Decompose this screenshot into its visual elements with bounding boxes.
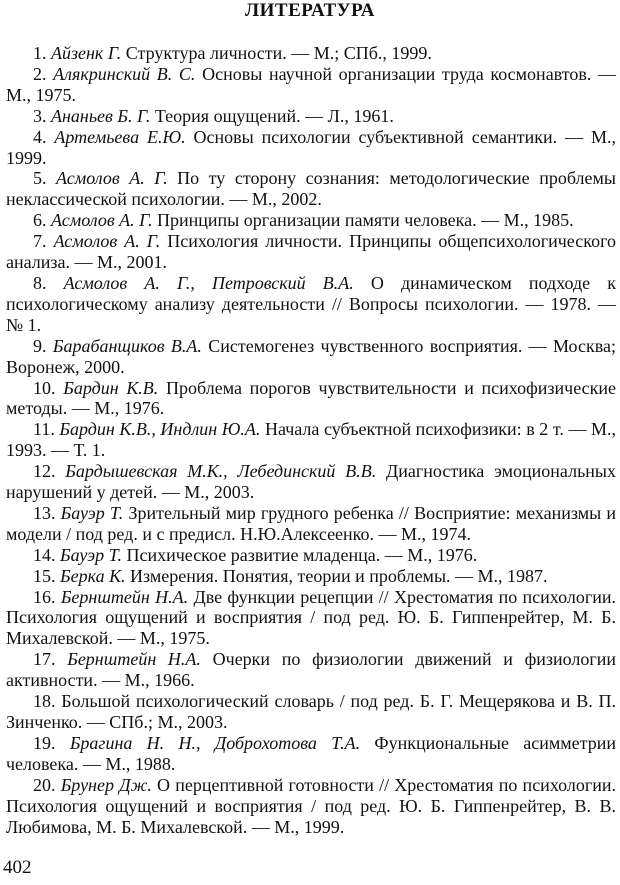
ref-text: Большой психологический словарь / под ред. Б. Г. Мещерякова и В. П. Зинченко. — СПб.; М., 2003.	[6, 691, 616, 732]
ref-number: 9.	[33, 335, 47, 356]
ref-author: Асмолов А. Г.	[53, 231, 161, 252]
ref-number: 6.	[33, 210, 47, 231]
list-item	[6, 106, 616, 127]
ref-text: По ту сторону сознания: методологические проблемы неклассической психологии. — М., 2002.	[6, 168, 616, 210]
ref-text: Теория ощущений. — Л., 1961.	[154, 105, 394, 126]
list-item	[6, 336, 616, 378]
list-item	[6, 419, 616, 461]
ref-number: 13.	[33, 502, 56, 523]
list-item	[6, 566, 616, 587]
list-item	[6, 231, 616, 273]
list-item	[6, 461, 616, 503]
ref-text: Психология личности. Принципы общепсихологического анализа. — М., 2001.	[6, 231, 616, 273]
list-item	[6, 733, 616, 775]
ref-number: 7.	[33, 231, 47, 252]
list-item	[6, 503, 616, 545]
ref-author: Асмолов А. Г.	[56, 168, 168, 189]
ref-author: Асмолов А. Г.	[51, 210, 153, 231]
list-item	[6, 127, 616, 169]
ref-text: Структура личности. — М.; СПб., 1999.	[125, 43, 432, 63]
ref-author: Алякринский В. С.	[53, 63, 196, 84]
ref-text: Диагностика эмоциональных нарушений у детей. — М., 2003.	[6, 461, 616, 503]
ref-author: Берка К.	[60, 565, 126, 586]
list-item	[6, 691, 616, 733]
ref-author: Бернштейн Н.А.	[67, 649, 201, 670]
ref-text: Измерения. Понятия, теории и проблемы. — М., 1987.	[130, 565, 548, 586]
ref-text: Начала субъектной психофизики: в 2 т. — М., 1993. — Т. 1.	[6, 419, 617, 461]
ref-text: О перцептивной готовности // Хрестоматия по психологии. Психология ощущений и восприятия / под ред. Ю. Б. Гиппенрейтер, В. В. Любимова, М. Б. Михалевской. — М., 1999.	[6, 774, 617, 837]
list-item	[6, 210, 616, 231]
ref-text: О динамическом подходе к психологическому анализу деятельности // Вопросы психологии. — 1978. — № 1.	[6, 272, 616, 335]
list-item	[6, 775, 616, 838]
ref-number: 10.	[33, 377, 56, 398]
ref-author: Бардин К.В., Индлин Ю.А.	[59, 419, 261, 440]
ref-author: Асмолов А. Г., Петровский В.А.	[63, 272, 354, 293]
page-title: ЛИТЕРАТУРА	[244, 0, 376, 21]
ref-number: 11.	[33, 419, 55, 440]
ref-author: Бардин К.В.	[63, 377, 159, 398]
ref-text: Основы психологии субъективной семантики. — М., 1999.	[6, 126, 617, 168]
list-item	[6, 587, 616, 650]
ref-number: 19.	[33, 732, 56, 753]
ref-author: Бардышевская М.К., Лебединский В.В.	[65, 461, 377, 482]
list-item	[6, 545, 616, 566]
ref-number: 17.	[33, 649, 56, 670]
ref-number: 5.	[33, 168, 47, 189]
ref-number: 4.	[33, 126, 47, 147]
ref-number: 15.	[33, 565, 56, 586]
ref-text: Проблема порогов чувствительности и психофизические методы. — М., 1976.	[6, 377, 616, 419]
ref-author: Ананьев Б. Г.	[51, 105, 151, 126]
list-item	[6, 168, 616, 210]
ref-author: Брунер Дж.	[60, 774, 152, 795]
ref-number: 3.	[33, 105, 47, 126]
ref-author: Барабанщиков В.А.	[52, 335, 202, 356]
ref-number: 12.	[33, 461, 56, 482]
ref-author: Бауэр Т.	[60, 502, 124, 523]
ref-author: Брагина Н. Н., Доброхотова Т.А.	[69, 732, 361, 753]
ref-number: 16.	[33, 586, 56, 607]
ref-text: Психическое развитие младенца. — М., 1976.	[126, 544, 478, 565]
ref-text: Две функции рецепции // Хрестоматия по психологии. Психология ощущений и восприятия / под ред. Ю. Б. Гиппенрейтер, М. Б. Михалевской. — М., 1975.	[6, 586, 616, 649]
ref-text: Зрительный мир грудного ребенка // Восприятие: механизмы и модели / под ред. и с предисл. Н.Ю.Алексеенко. — М., 1974.	[6, 502, 617, 544]
ref-number: 8.	[33, 272, 47, 293]
ref-text: Основы научной организации труда космонавтов. — М., 1975.	[6, 63, 617, 105]
reference-list	[6, 43, 616, 837]
ref-number: 20.	[33, 774, 56, 795]
ref-text: Очерки по физиологии движений и физиологии активности. — М., 1966.	[6, 649, 617, 691]
ref-author: Айзенк Г.	[51, 43, 122, 63]
ref-text: Системогенез чувственного восприятия. — Москва; Воронеж, 2000.	[6, 335, 616, 377]
ref-number: 14.	[33, 544, 56, 565]
ref-number: 18.	[33, 691, 56, 712]
ref-text: Функциональные асимметрии человека. — М., 1988.	[6, 732, 617, 774]
ref-author: Бернштейн Н.А.	[60, 586, 189, 607]
ref-number: 1.	[33, 43, 47, 63]
list-item	[6, 273, 616, 336]
list-item	[6, 649, 616, 691]
ref-author: Артемьева Е.Ю.	[54, 126, 186, 147]
ref-text: Принципы организации памяти человека. — М., 1985.	[157, 210, 574, 231]
list-item	[6, 43, 616, 64]
ref-number: 2.	[33, 63, 47, 84]
ref-author: Бауэр Т.	[60, 544, 122, 565]
page-number: 402	[3, 857, 32, 878]
list-item	[6, 378, 616, 420]
list-item	[6, 64, 616, 106]
